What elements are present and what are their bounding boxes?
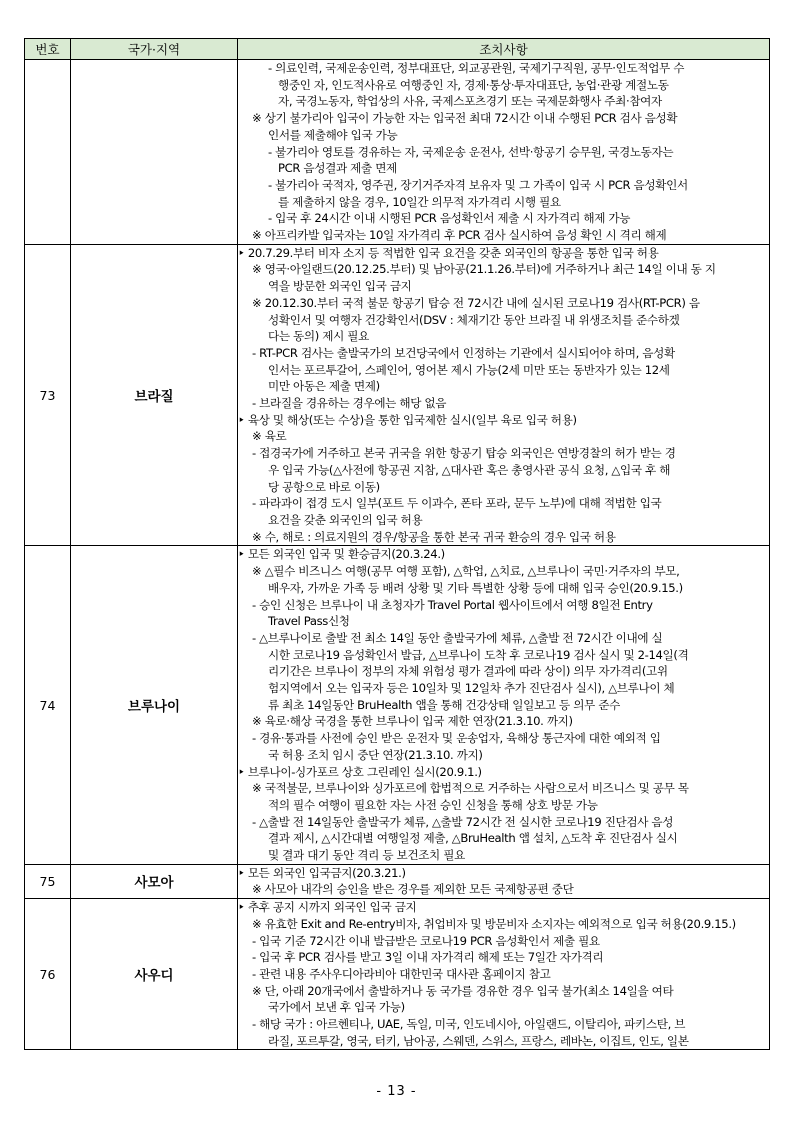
measure-line: ※ 육로·해상 국경을 통한 브루나이 입국 제한 연장(21.3.10. 까지) xyxy=(252,714,573,729)
measure-line: 당 공항으로 바로 이동) xyxy=(268,479,380,494)
measure-line: 미만 아동은 제출 면제) xyxy=(268,379,380,394)
header-measures: 조치사항 xyxy=(238,39,770,60)
measure-line: - 불가리아 국적자, 영주권, 장기거주자격 보유자 및 그 가족이 입국 시 PCR 음성확인서 xyxy=(268,177,688,192)
table-row xyxy=(25,899,770,1050)
table-row xyxy=(25,864,770,898)
measure-line: 성확인서 및 여행자 건강확인서(DSV : 체재기간 동안 브라질 내 위생조치를 준수하겠 xyxy=(268,312,680,327)
measures-table xyxy=(24,38,770,1050)
row-country xyxy=(71,60,238,245)
measure-line: ‣ 모든 외국인 입국금지(20.3.21.) xyxy=(238,865,406,880)
measure-line: - △브루나이로 출발 전 최소 14일 동안 출발국가에 체류, △출발 전 72시간 이내에 실 xyxy=(252,630,663,645)
measure-line: 우 입국 가능(△사전에 항공권 지참, △대사관 혹은 총영사관 공식 요청, △입국 후 해 xyxy=(268,462,671,477)
measure-line: - 접경국가에 거주하고 본국 귀국을 위한 항공기 탑승 외국인은 연방경찰의 허가 받는 경 xyxy=(252,446,676,461)
measure-line: 시한 코로나19 음성확인서 발급, △브루나이 도착 후 코로나19 검사 실시 및 2-14일(격 xyxy=(268,647,689,662)
measure-line: ‣ 모든 외국인 입국 및 환승금지(20.3.24.) xyxy=(238,547,445,562)
measure-line: - △출발 전 14일동안 출발국가 체류, △출발 72시간 전 실시한 코로나19 진단검사 음성 xyxy=(252,814,674,829)
measure-line: - 입국 후 24시간 이내 시행된 PCR 음성확인서 제출 시 자가격리 해제 가능 xyxy=(268,211,631,226)
row-measures xyxy=(238,864,770,898)
row-country: 브루나이 xyxy=(71,546,238,864)
measure-line: ※ 아프리카발 입국자는 10일 자가격리 후 PCR 검사 실시하여 음성 확인 시 격리 해제 xyxy=(252,228,667,243)
measure-line: 국 허용 조치 임시 중단 연장(21.3.10. 까지) xyxy=(268,747,483,762)
measure-line: 적의 필수 여행이 필요한 자는 사전 승인 신청을 통해 상호 방문 가능 xyxy=(268,797,598,812)
measure-line: ※ 20.12.30.부터 국적 불문 항공기 탑승 전 72시간 내에 실시된 코로나19 검사(RT-PCR) 음 xyxy=(252,295,700,310)
row-measures xyxy=(238,60,770,245)
measure-line: ‣ 육상 및 해상(또는 수상)을 통한 입국제한 실시(일부 육로 입국 허용) xyxy=(238,412,577,427)
table-row xyxy=(25,60,770,245)
row-number: 75 xyxy=(25,864,71,898)
measure-line: 국가에서 보낸 후 입국 가능) xyxy=(268,1000,405,1015)
measure-line: 자, 국경노동자, 학업상의 사유, 국제스포츠경기 또는 국제문화행사 주최·참여자 xyxy=(278,94,662,109)
measure-line: - 불가리아 영토를 경유하는 자, 국제운송 운전사, 선박·항공기 승무원, 국경노동자는 xyxy=(268,144,674,159)
measure-line: 결과 제시, △시간대별 여행일정 제출, △BruHealth 앱 설치, △도착 후 진단검사 실시 xyxy=(268,831,678,846)
row-measures xyxy=(238,899,770,1050)
row-country: 사우디 xyxy=(71,899,238,1050)
table-row xyxy=(25,244,770,546)
measure-line: 역을 방문한 외국인 입국 금지 xyxy=(268,279,412,294)
row-country: 브라질 xyxy=(71,244,238,546)
row-measures xyxy=(238,546,770,864)
measure-line: - 경유·통과를 사전에 승인 받은 운전자 및 운송업자, 육해상 통근자에 대한 예외적 입 xyxy=(252,731,661,746)
measure-line: ※ 유효한 Exit and Re-entry비자, 취업비자 및 방문비자 소지자는 예외적으로 입국 허용(20.9.15.) xyxy=(252,916,736,931)
measure-line: ※ 수, 해로 : 의료지원의 경우/항공을 통한 본국 귀국 환승의 경우 입국 허용 xyxy=(252,529,616,544)
measure-line: - 입국 기준 72시간 이내 발급받은 코로나19 PCR 음성확인서 제출 필요 xyxy=(252,933,600,948)
measure-line: ※ 영국·아일랜드(20.12.25.부터) 및 남아공(21.1.26.부터)에 거주하거나 최근 14일 이내 동 지 xyxy=(252,262,716,277)
measure-line: - 관련 내용 주사우디아라비아 대한민국 대사관 홈페이지 참고 xyxy=(252,966,551,981)
measure-line: ※ 단, 아래 20개국에서 출발하거나 동 국가를 경유한 경우 입국 불가(최소 14일을 여타 xyxy=(252,983,674,998)
measure-line: - 파라과이 접경 도시 일부(포트 두 이과수, 폰타 포라, 문두 노부)에 대해 적법한 입국 xyxy=(252,496,662,511)
measure-line: - 입국 후 PCR 검사를 받고 3일 이내 자가격리 해제 또는 7일간 자가격리 xyxy=(252,950,604,965)
measure-line: - 승인 신청은 브루나이 내 초청자가 Travel Portal 웹사이트에서 여행 8일전 Entry xyxy=(252,597,653,612)
measure-line: 배우자, 가까운 가족 등 배려 상황 및 기타 특별한 상황 등에 대해 입국 승인(20.9.15.) xyxy=(268,580,683,595)
measure-line: 행중인 자, 인도적사유로 여행중인 자, 경제·통상·투자대표단, 농업·관광 계절노동 xyxy=(278,77,669,92)
measure-line: - RT-PCR 검사는 출발국가의 보건당국에서 인정하는 기관에서 실시되어야 하며, 음성확 xyxy=(252,345,675,360)
measure-line: ‣ 추후 공지 시까지 외국인 입국 금지 xyxy=(238,900,417,915)
measure-line: PCR 음성결과 제출 면제 xyxy=(278,161,397,176)
measure-line: 및 결과 대기 동안 격리 등 보건조치 필요 xyxy=(268,848,465,863)
table-header-row xyxy=(25,39,770,60)
measure-line: 인서를 제출해야 입국 가능 xyxy=(268,127,398,142)
measure-line: 를 제출하지 않을 경우, 10일간 의무적 자가격리 시행 필요 xyxy=(278,194,561,209)
measure-line: 리기간은 브루나이 정부의 자체 위험성 평가 결과에 따라 상이) 의무 자가격리(고위 xyxy=(268,664,668,679)
row-number: 76 xyxy=(25,899,71,1050)
measure-line: ※ 육로 xyxy=(252,429,287,444)
measure-line: ‣ 브루나이-싱가포르 상호 그린레인 실시(20.9.1.) xyxy=(238,764,482,779)
measure-line: ※ △필수 비즈니스 여행(공무 여행 포함), △학업, △치료, △브루나이 국민·거주자의 부모, xyxy=(252,564,680,579)
row-measures xyxy=(238,244,770,546)
measure-line: ‣ 20.7.29.부터 비자 소지 등 적법한 입국 요건을 갖춘 외국인의 항공을 통한 입국 허용 xyxy=(238,245,659,260)
page-number: - 13 - xyxy=(376,1084,417,1099)
measure-line: ※ 상기 불가리아 입국이 가능한 자는 입국전 최대 72시간 이내 수행된 PCR 검사 음성확 xyxy=(252,111,678,126)
row-number: 73 xyxy=(25,244,71,546)
header-number: 번호 xyxy=(25,39,71,60)
measure-line: 다는 동의) 제시 필요 xyxy=(268,329,369,344)
table-row xyxy=(25,546,770,864)
row-country: 사모아 xyxy=(71,864,238,898)
header-country: 국가·지역 xyxy=(71,39,238,60)
measure-line: 인서는 포르투갈어, 스페인어, 영어본 제시 가능(2세 미만 또는 동반자가 있는 12세 xyxy=(268,362,670,377)
measure-line: 요건을 갖춘 외국인의 입국 허용 xyxy=(268,512,423,527)
row-number xyxy=(25,60,71,245)
measure-line: ※ 국적불문, 브루나이와 싱가포르에 합법적으로 거주하는 사람으로서 비즈니스 및 공무 목 xyxy=(252,781,689,796)
measure-line: - 브라질을 경유하는 경우에는 해당 없음 xyxy=(252,396,447,411)
measure-line: ※ 사모아 내각의 승인을 받은 경우를 제외한 모든 국제항공편 중단 xyxy=(252,882,574,897)
measure-line: 류 최초 14일동안 BruHealth 앱을 통해 건강상태 일일보고 등 의무 준수 xyxy=(268,697,620,712)
measure-line: - 의료인력, 국제운송인력, 정부대표단, 외교공관원, 국제기구직원, 공무·인도적업무 수 xyxy=(268,61,685,75)
measure-line: - 해당 국가 : 아르헨티나, UAE, 독일, 미국, 인도네시아, 아일랜드, 이탈리아, 파키스탄, 브 xyxy=(252,1017,686,1032)
measure-line: 험지역에서 오는 입국자 등은 10일차 및 12일차 추가 진단검사 실시), △브루나이 체 xyxy=(268,681,675,696)
measure-line: Travel Pass신청 xyxy=(268,614,350,629)
measure-line: 라질, 포르투갈, 영국, 터키, 남아공, 스웨덴, 스위스, 프랑스, 레바논, 이집트, 인도, 일본 xyxy=(268,1033,689,1048)
row-number: 74 xyxy=(25,546,71,864)
